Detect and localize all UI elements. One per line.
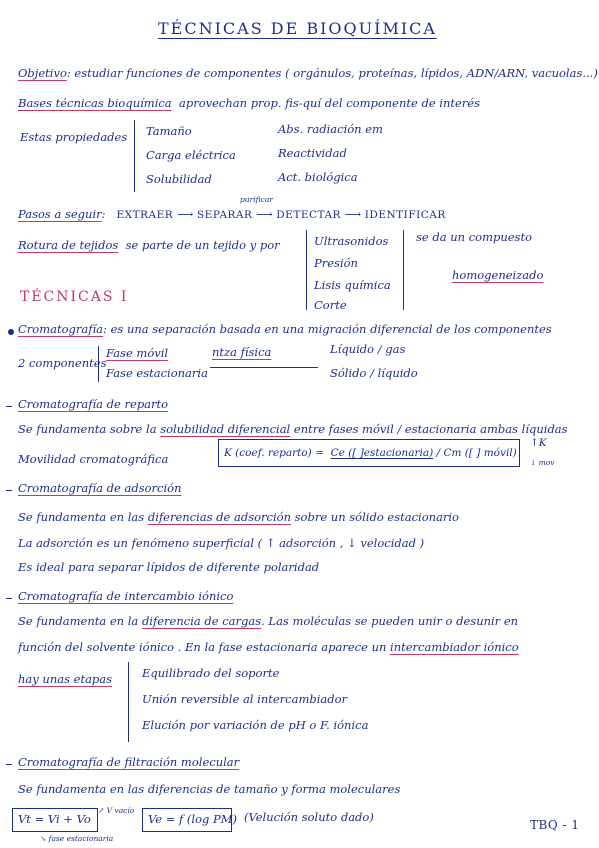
purificar-note: purificar — [240, 195, 273, 204]
filtracion-heading: Cromatografía de filtración molecular — [18, 755, 240, 769]
naturaleza-arrow — [210, 367, 318, 368]
adsorcion-line2: La adsorción es un fenómeno superficial ( ↑ adsorción , ↓ velocidad ) — [18, 536, 425, 550]
fase-movil-text: Fase móvil — [106, 346, 169, 360]
etapas-label-text: hay unas etapas — [18, 672, 113, 686]
bases-line — [18, 96, 480, 110]
intercambio-line2-u: intercambiador iónico — [390, 640, 519, 654]
reparto-line1-b: entre fases móvil / estacionaria — [293, 422, 477, 436]
reparto-line1-c: ambas líquidas — [480, 422, 568, 436]
dash-icon — [6, 598, 12, 599]
rotura-brace-left — [306, 230, 307, 310]
pasos-label: Pasos a seguir — [18, 207, 102, 221]
fase-movil — [106, 346, 168, 360]
rotura-result: se da un compuesto — [416, 230, 532, 244]
dash-icon — [6, 490, 12, 491]
rotura-line — [18, 238, 280, 252]
intercambio-line1-a: Se fundamenta en la — [18, 614, 139, 628]
method-corte: Corte — [314, 298, 347, 312]
dash-icon — [6, 764, 12, 765]
prop-solubilidad: Solubilidad — [146, 172, 212, 186]
etapas-label — [18, 672, 112, 686]
page-label: TBQ - 1 — [530, 818, 580, 832]
formula-ve: Ve = f (log PM) — [148, 812, 238, 826]
objetivo-text: : estudiar funciones de componentes ( orgánulos, proteínas, lípidos, ADN/ARN, vacuolas...) — [66, 66, 598, 80]
arrow-icon: ⟶ — [256, 207, 273, 221]
arrow-icon: ⟶ — [176, 207, 194, 221]
etapa-1: Equilibrado del soporte — [142, 666, 280, 680]
intercambio-line2 — [18, 640, 519, 654]
tecnicas-heading: TÉCNICAS I — [20, 289, 129, 305]
etapas-brace — [128, 662, 129, 742]
fase-estacionaria: Fase estacionaria — [106, 366, 208, 380]
adsorcion-line1-b: sobre un sólido estacionario — [294, 510, 459, 524]
intercambio-line2-a: función del solvente iónico . En la fase estacionaria aparece un — [18, 640, 387, 654]
adsorcion-heading: Cromatografía de adsorción — [18, 481, 182, 495]
formula-ve-note: (Velución soluto dado) — [244, 810, 374, 824]
formula-k-label: K (coef. reparto) = — [224, 447, 324, 459]
prop-tamano: Tamaño — [146, 124, 192, 138]
dash-icon — [6, 406, 12, 407]
objetivo-label: Objetivo — [18, 66, 67, 80]
arrow-icon: ⟶ — [344, 207, 362, 221]
prop-reactividad: Reactividad — [278, 146, 347, 160]
propiedades-label: Estas propiedades — [20, 130, 128, 144]
reparto-line1-a: Se fundamenta sobre la — [18, 422, 157, 436]
method-presion: Presión — [314, 256, 358, 270]
filtracion-line1: Se fundamenta en las diferencias de tamaño y forma moleculares — [18, 782, 401, 796]
adsorcion-line1-u: diferencias de adsorción — [147, 510, 291, 524]
rotura-brace-right — [403, 230, 404, 310]
etapa-2: Unión reversible al intercambiador — [142, 692, 348, 706]
intercambio-line1 — [18, 614, 518, 628]
componentes-label: 2 componentes — [18, 356, 107, 370]
formula-k — [224, 446, 517, 460]
step-separar: SEPARAR — [196, 209, 253, 221]
page-title: TÉCNICAS DE BIOQUÍMICA — [158, 19, 437, 38]
adsorcion-line1 — [18, 510, 459, 524]
bases-text: aprovechan prop. fis-quí del componente de interés — [178, 96, 481, 110]
step-identificar: IDENTIFICAR — [364, 209, 446, 221]
prop-carga: Carga eléctrica — [146, 148, 236, 162]
cromatografia-label: Cromatografía — [18, 322, 104, 336]
formula-k-denominator: Cm ([ ] móvil) — [443, 447, 517, 459]
movilidad-label: Movilidad cromatográfica — [18, 452, 169, 466]
intercambio-heading: Cromatografía de intercambio iónico — [18, 589, 234, 603]
intercambio-line1-b: . Las moléculas se pueden unir o desunir en — [261, 614, 519, 628]
adsorcion-line3: Es ideal para separar lípidos de diferente polaridad — [18, 560, 320, 574]
etapa-3: Elución por variación de pH o F. iónica — [142, 718, 369, 732]
method-ultrasonidos: Ultrasonidos — [314, 234, 389, 248]
intercambio-line1-u: diferencia de cargas — [141, 614, 262, 628]
cromatografia-text: : es una separación basada en una migración diferencial de los componentes — [103, 322, 552, 336]
formula-k-numerator: Ce ([ ]estacionaria) — [330, 447, 434, 459]
rotura-label: Rotura de tejidos — [18, 238, 119, 252]
bases-label: Bases técnicas bioquímica — [18, 96, 172, 110]
reparto-line1-u: solubilidad diferencial — [160, 422, 291, 436]
effect-up: ↑K — [530, 437, 547, 449]
bullet-icon — [8, 329, 14, 335]
adsorcion-line1-a: Se fundamenta en las — [18, 510, 145, 524]
prop-actividad: Act. biológica — [278, 170, 358, 184]
vo-label: ↗ V vacío — [98, 806, 135, 815]
pasos-line: Pasos a seguir: EXTRAER ⟶ SEPARAR ⟶ DETECTAR ⟶ IDENTIFICAR — [18, 207, 446, 221]
propiedades-brace — [134, 120, 135, 192]
formula-vt: Vt = Vi + Vo — [18, 812, 91, 826]
componentes-brace — [98, 346, 99, 382]
cromatografia-line — [18, 322, 552, 336]
reparto-heading: Cromatografía de reparto — [18, 397, 169, 411]
method-lisis: Lisis química — [314, 278, 391, 292]
effect-down: ↓ mov — [530, 458, 555, 467]
estado-movil: Líquido / gas — [330, 342, 406, 356]
objetivo-line — [18, 66, 598, 80]
estado-estacionario: Sólido / líquido — [330, 366, 418, 380]
reparto-line1 — [18, 422, 568, 436]
naturaleza-label — [212, 345, 271, 359]
homogeneizado-label: homogeneizado — [452, 268, 544, 282]
step-detectar: DETECTAR — [276, 209, 341, 221]
formula-k-sep: / — [436, 447, 441, 459]
rotura-text: se parte de un tejido y por — [125, 238, 280, 252]
prop-absorcion: Abs. radiación em — [278, 122, 383, 136]
vi-label: ↘ fase estacionaria — [40, 834, 114, 843]
naturaleza-text: ntza física — [212, 345, 272, 359]
step-extraer: EXTRAER — [116, 209, 174, 221]
